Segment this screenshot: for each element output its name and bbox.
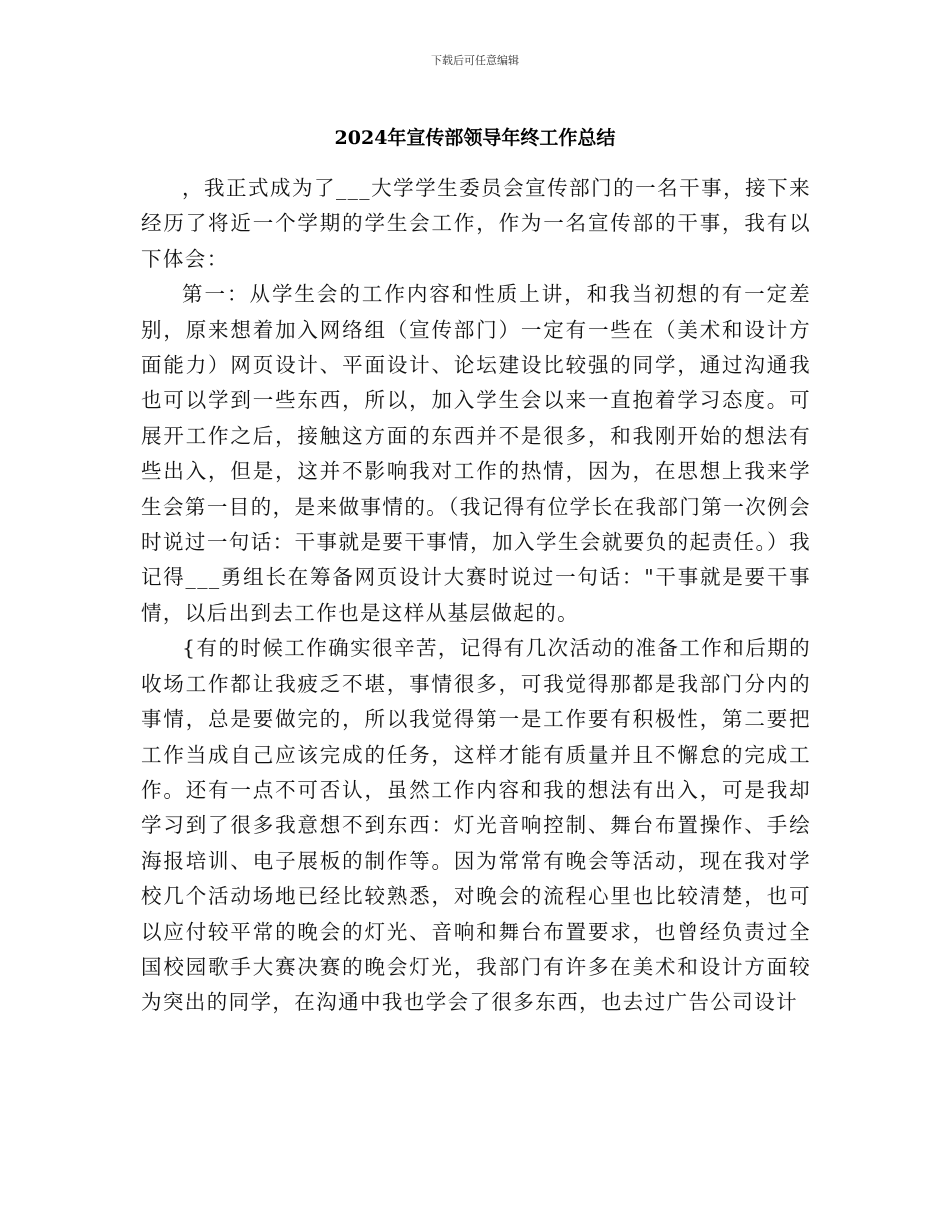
document-body — [141, 171, 811, 1021]
paragraph-work-experience: {有的时候工作确实很辛苦，记得有几次活动的准备工作和后期的收场工作都让我疲乏不堪，事情很多，可我觉得那都是我部门分内的事情，总是要做完的，所以我觉得第一是工作要有积极性，第二要把工作当成自己应该完成的任务，这样才能有质量并且不懈怠的完成工作。还有一点不可否认，虽然工作内容和我的想法有出入，可是我却学习到了很多我意想不到东西：灯光音响控制、舞台布置操作、手绘海报培训、电子展板的制作等。因为常常有晚会等活动，现在我对学校几个活动场地已经比较熟悉，对晚会的流程心里也比较清楚，也可以应付较平常的晚会的灯光、音响和舞台布置要求，也曾经负责过全国校园歌手大赛决赛的晚会灯光，我部门有许多在美术和设计方面较为突出的同学，在沟通中我也学会了很多东西，也去过广告公司设计 — [141, 636, 811, 1015]
paragraph-first-point: 第一：从学生会的工作内容和性质上讲，和我当初想的有一定差别，原来想着加入网络组（宣传部门）一定有一些在（美术和设计方面能力）网页设计、平面设计、论坛建设比较强的同学，通过沟通我也可以学到一些东西，所以，加入学生会以来一直抱着学习态度。可展开工作之后，接触这方面的东西并不是很多，和我刚开始的想法有些出入，但是，这并不影响我对工作的热情，因为，在思想上我来学生会第一目的，是来做事情的。（我记得有位学长在我部门第一次例会时说过一句话：干事就是要干事情，加入学生会就要负的起责任。）我记得___勇组长在筹备网页设计大赛时说过一句话："干事就是要干事情，以后出到去工作也是这样从基层做起的。 — [141, 282, 811, 625]
paragraph-intro: ，我正式成为了___大学学生委员会宣传部门的一名干事，接下来经历了将近一个学期的学生会工作，作为一名宣传部的干事，我有以下体会： — [141, 176, 811, 271]
page-header-note: 下载后可任意编辑 — [431, 54, 519, 67]
document-title: 2024年宣传部领导年终工作总结 — [334, 127, 616, 149]
